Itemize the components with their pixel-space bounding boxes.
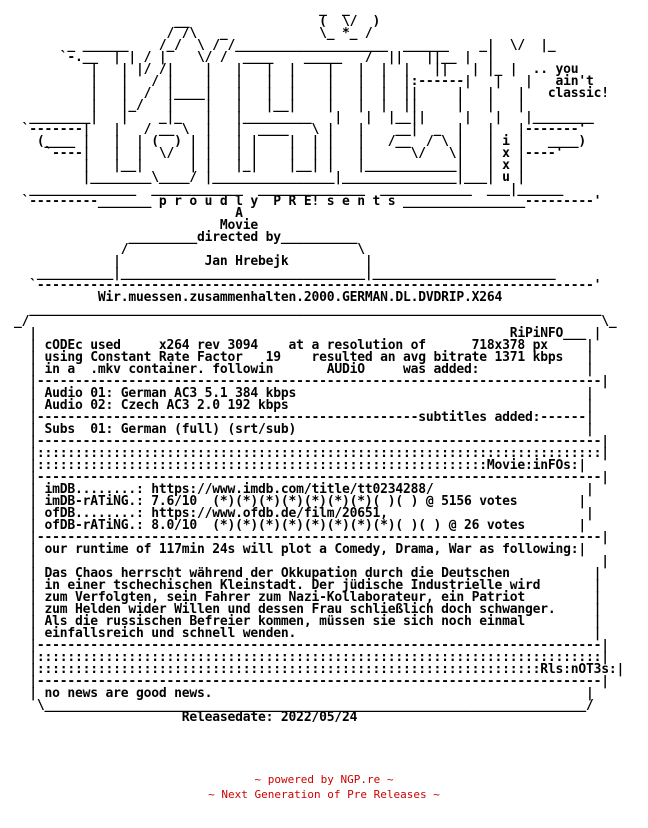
nfo-line: |::::::::::::::::::::::::::::::::::::::::::::::::::::::::::::::::::Rls:nOT3s:| bbox=[14, 662, 625, 677]
nfo-line: | imDB........: https://www.imdb.com/title/tt0234288/ | bbox=[14, 482, 594, 497]
nfo-line: Movie bbox=[14, 218, 259, 233]
nfo-line: | |__| | | |_| |__| | |____________| | x | bbox=[14, 158, 525, 173]
nfo-line: | ofDB-rATiNG.: 8.0/10 (*)(*)(*)(*)(*)(*)(*)(*)( )( ) @ 26 votes | bbox=[14, 518, 586, 533]
nfo-line: | Subs 01: German (full) (srt/sub) | bbox=[14, 422, 594, 437]
nfo-line: | in einer tschechischen Kleinstadt. Der jüdische Industrielle wird | bbox=[14, 578, 602, 593]
nfo-line: / \ bbox=[14, 242, 365, 257]
nfo-line: |::::::::::::::::::::::::::::::::::::::::::::::::::::::::::::::::::::::::::| bbox=[14, 650, 609, 665]
nfo-line: | our runtime of 117min 24s will plot a Comedy, Drama, War as following:| bbox=[14, 542, 586, 557]
nfo-line: | RiPiNFO___ | bbox=[14, 326, 602, 341]
powered-by-link[interactable]: ~ powered by NGP.re ~ bbox=[254, 773, 394, 786]
nfo-line: | | / | | | | | | | | |:------| | | ain't bbox=[14, 74, 594, 89]
nfo-line: / /\ _ \_ *_ / bbox=[14, 26, 411, 41]
nfo-line: `---------_______ p r o u d l y P R E! s e n t s ________________---------' bbox=[14, 194, 602, 209]
nfo-line: `-------------------------------------------------------------------------' bbox=[14, 278, 602, 293]
nfo-line: |--------------------------------------------------------------------------| bbox=[14, 470, 609, 485]
nfo-line: |::::::::::::::::::::::::::::::::::::::::::::::::::::::::::::::::::::::::::| bbox=[14, 446, 609, 461]
nfo-line: __ ( \/ ) bbox=[14, 14, 419, 29]
footer bbox=[0, 772, 648, 802]
nfo-line: `----| | | \/ | | | | | | | | \/ \| | x |----' bbox=[14, 146, 564, 161]
nfo-line: |--------------------------------------------------------------------------| bbox=[14, 674, 609, 689]
nfo-line: ___________________________________________________________________________ bbox=[14, 302, 602, 317]
nfo-line: A bbox=[14, 206, 243, 221]
nfo-line: | no news are good news. | bbox=[14, 686, 594, 701]
nfo-line: ______________ ____________ ______________ ____________ ___|______ bbox=[14, 182, 564, 197]
nfo-line: _ ______ /_/ \ / /____________________ ______ _| \/ |_ bbox=[14, 38, 571, 53]
nfo-line: `-.__ | | / | \/ / ____ _____ / || ||__ | | bbox=[14, 50, 533, 65]
nfo-line: | |_/ | | | |__| | | | || | | | bbox=[14, 98, 525, 113]
nfo-line: | Jan Hrebejk | bbox=[14, 254, 373, 269]
nfo-line: \_______________________________________________________________________/ bbox=[14, 698, 594, 713]
nfo-line: | ofDB........: https://www.ofdb.de/film/20651, | bbox=[14, 506, 594, 521]
nfo-line: | using Constant Rate Factor 19 resulted an avg bitrate 1371 kbps | bbox=[14, 350, 594, 365]
nfo-line: | cODEc used x264 rev 3094 at a resolution of 718x378 px | bbox=[14, 338, 594, 353]
nfo-line: Wir.muessen.zusammenhalten.2000.GERMAN.DL.DVDRIP.X264 bbox=[14, 290, 503, 305]
nfo-line: | Als die russischen Befreier kommen, müssen sie sich noch einmal | bbox=[14, 614, 602, 629]
nfo-line: `-------| | / __ \ | | ____ \ | | __| _ | | |-------' bbox=[14, 122, 586, 137]
nfo-line: __________|________________________________|________________________ bbox=[14, 266, 556, 281]
nfo-line: _________directed by__________ bbox=[14, 230, 358, 245]
nfo-line: |________\____/ |________________|_______________|___| u | bbox=[14, 170, 525, 185]
nfo-line: | zum Helden wider Willen und dessen Frau schließlich doch schwanger. | bbox=[14, 602, 602, 617]
nfo-line: Releasedate: 2022/05/24 bbox=[14, 710, 358, 725]
tagline-link[interactable]: ~ Next Generation of Pre Releases ~ bbox=[208, 788, 440, 801]
nfo-line: |--------------------------------------------------------------------------| bbox=[14, 374, 609, 389]
nfo-line: (____ | | | ( ) | | | | | | | | /__ / \ | | i | ____) bbox=[14, 134, 586, 149]
nfo-line: | in a .mkv container. followin AUDiO was added: | bbox=[14, 362, 594, 377]
nfo-line: | | |/ /| | | | | | | | | || | |_ | .. you bbox=[14, 62, 579, 77]
nfo-line: |--------------------------------------------------------------------------| bbox=[14, 530, 609, 545]
nfo-line: |--------------------------------------------------------------------------| bbox=[14, 434, 609, 449]
nfo-line: | einfallsreich und schnell wenden. | bbox=[14, 626, 602, 641]
nfo-line: | | / |____| | | | | | | || | | | classic! bbox=[14, 86, 609, 101]
nfo-line: | | bbox=[14, 554, 609, 569]
nfo-line: |--------------------------------------------------------------------------| bbox=[14, 638, 609, 653]
nfo-line: | zum Verfolgten, sein Fahrer zum Nazi-Kollaborateur, ein Patriot | bbox=[14, 590, 602, 605]
nfo-text-block bbox=[14, 4, 624, 724]
nfo-line: |:::::::::::::::::::::::::::::::::::::::::::::::::::::::::::Movie:inFOs:| bbox=[14, 458, 586, 473]
nfo-line: _ _ bbox=[14, 2, 403, 17]
nfo-line: | Audio 02: Czech AC3 2.0 192 kbps | bbox=[14, 398, 594, 413]
nfo-line: |--------------------------------------------------subtitles added:------| bbox=[14, 410, 594, 425]
nfo-line: | imDB-rATiNG.: 7.6/10 (*)(*)(*)(*)(*)(*)(*)( )( ) @ 5156 votes | bbox=[14, 494, 586, 509]
nfo-line: _/ \_ bbox=[14, 314, 617, 329]
nfo-line: | Das Chaos herrscht während der Okkupation durch die Deutschen | bbox=[14, 566, 602, 581]
nfo-line: | Audio 01: German AC3 5.1 384 kbps | bbox=[14, 386, 594, 401]
nfo-line: ________| | _|_ | |_________ | | |__|| | | |________ bbox=[14, 110, 594, 125]
